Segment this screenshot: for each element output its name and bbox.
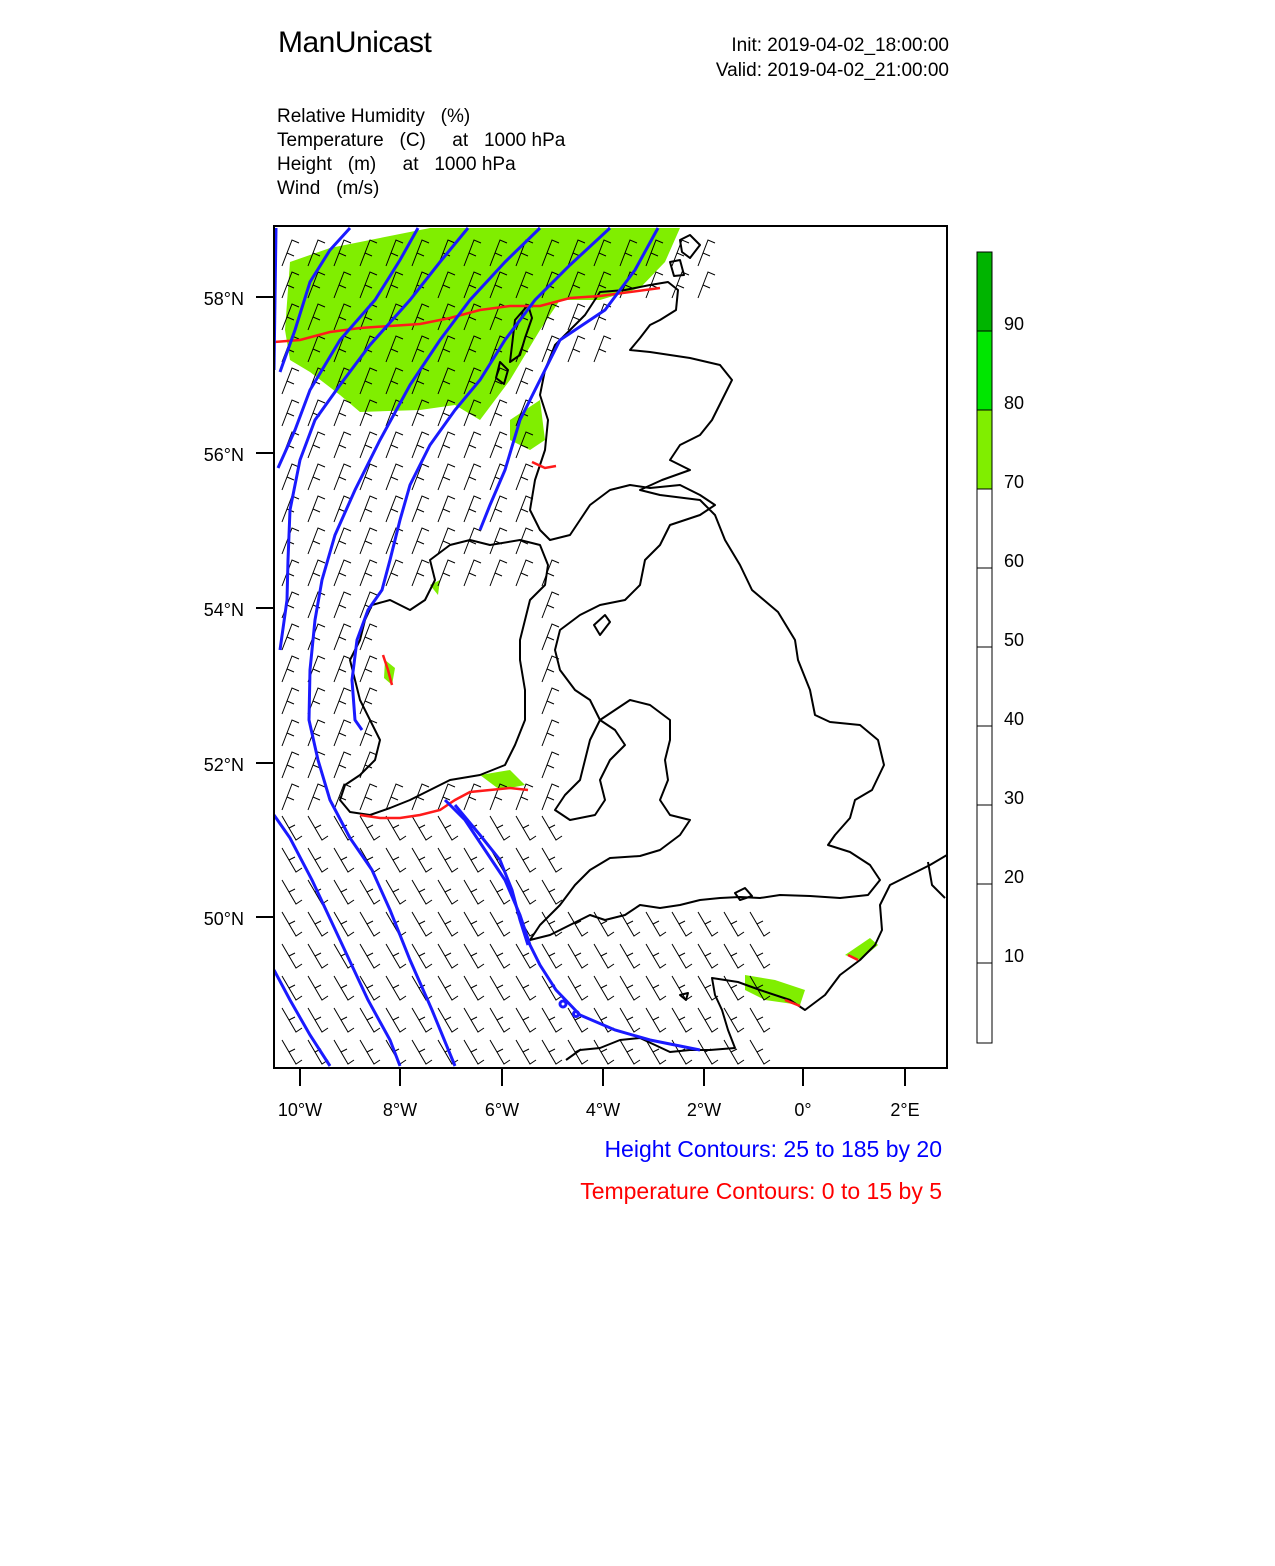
field-height: Height (m) at 1000 hPa — [277, 154, 516, 175]
colorbar-label-70: 70 — [1004, 472, 1025, 492]
colorbar-band-70-80 — [977, 410, 992, 489]
lon-label-8w: 8°W — [382, 1100, 418, 1120]
temperature-contours-note: Temperature Contours: 0 to 15 by 5 — [580, 1178, 942, 1204]
colorbar — [977, 252, 1024, 1043]
humidity-shading — [285, 228, 878, 1005]
lon-label-4w: 4°W — [585, 1100, 621, 1120]
colorbar-label-10: 10 — [1004, 946, 1025, 966]
colorbar-label-50: 50 — [1004, 630, 1025, 650]
height-contours-note: Height Contours: 25 to 185 by 20 — [604, 1136, 942, 1162]
colorbar-label-40: 40 — [1004, 709, 1025, 729]
colorbar-band-below-70 — [977, 489, 992, 1043]
colorbar-band-80-90 — [977, 331, 992, 410]
lon-label-0: 0° — [794, 1100, 812, 1120]
valid-time: Valid: 2019-04-02_21:00:00 — [715, 60, 949, 81]
field-relative-humidity: Relative Humidity (%) — [277, 106, 471, 127]
longitude-labels — [278, 1100, 920, 1120]
field-temperature: Temperature (C) at 1000 hPa — [277, 130, 566, 151]
colorbar-band-90-100 — [977, 252, 992, 331]
map-title: ManUnicast — [278, 26, 432, 59]
lat-label-50: 50°N — [203, 909, 244, 929]
lon-label-2w: 2°W — [686, 1100, 722, 1120]
lat-label-54: 54°N — [203, 600, 244, 620]
colorbar-label-80: 80 — [1004, 393, 1025, 413]
lon-label-2e: 2°E — [890, 1100, 920, 1120]
lon-label-10w: 10°W — [277, 1100, 323, 1120]
init-time: Init: 2019-04-02_18:00:00 — [731, 35, 949, 56]
lat-label-58: 58°N — [203, 289, 244, 309]
colorbar-label-60: 60 — [1004, 551, 1025, 571]
lon-label-6w: 6°W — [484, 1100, 520, 1120]
field-wind: Wind (m/s) — [277, 178, 380, 199]
lat-label-56: 56°N — [203, 445, 244, 465]
colorbar-label-20: 20 — [1004, 867, 1025, 887]
colorbar-label-30: 30 — [1004, 788, 1025, 808]
map-area — [274, 228, 947, 1066]
colorbar-label-90: 90 — [1004, 314, 1025, 334]
latitude-labels — [204, 289, 244, 929]
lat-label-52: 52°N — [203, 755, 244, 775]
